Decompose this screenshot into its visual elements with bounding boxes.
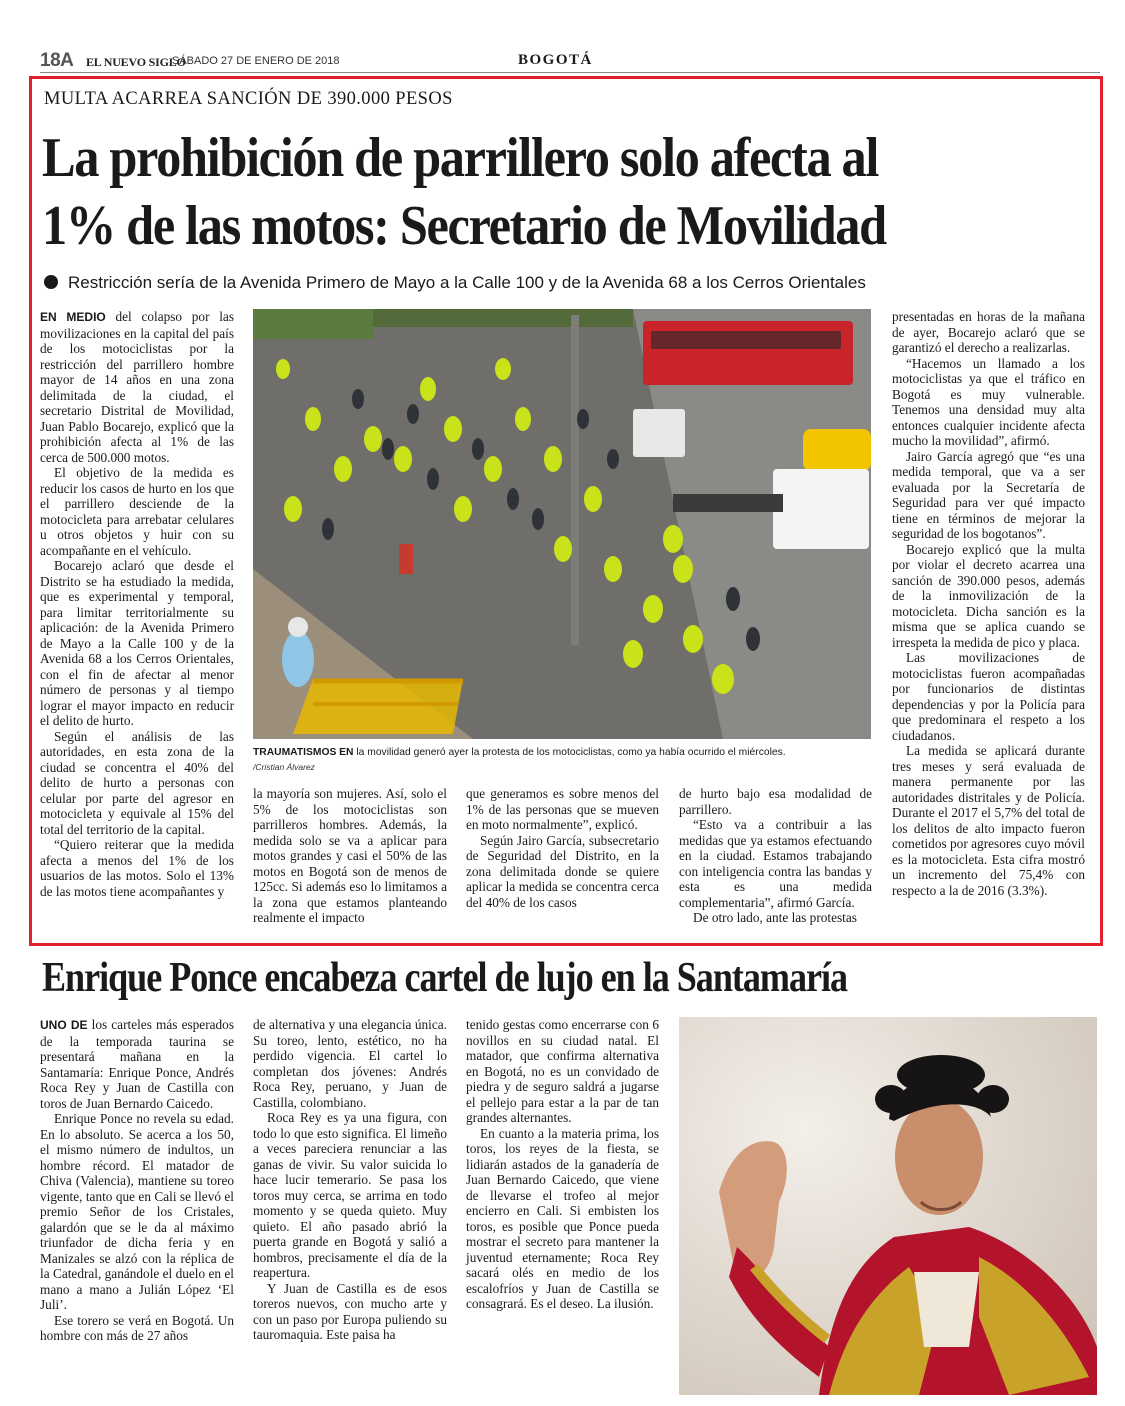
bullet-icon (44, 275, 58, 289)
photo-credit: /Cristian Álvarez (253, 762, 315, 772)
paragraph: tenido gestas como encerrarse con 6 novillos en su ciudad natal. El matador, que confirma alternativa en Bogotá, no es un convidado de piedra y de seguro saldrá a jugarse el pellejo para estar a la par de tan grandes alternantes. (466, 1017, 659, 1125)
article2-headline: Enrique Ponce encabeza cartel de lujo en la Santamaría (42, 955, 848, 1001)
paragraph: de hurto bajo esa modalidad de parrillero. (679, 786, 872, 817)
article1-column-4 (679, 786, 872, 926)
article-summary (44, 273, 866, 293)
article-kicker: MULTA ACARREA SANCIÓN DE 390.000 PESOS (44, 89, 453, 109)
protest-photo (253, 309, 871, 739)
paragraph: Las movilizaciones de motociclistas fueron acompañadas por funcionarios de distintas dependencias y por la Policía para que predominara el respeto a los ciudadanos. (892, 650, 1085, 743)
article1-column-1 (40, 309, 234, 899)
lead-in: UNO DE (40, 1018, 88, 1032)
article1-column-5 (892, 309, 1085, 898)
issue-date: SÁBADO 27 DE ENERO DE 2018 (172, 55, 340, 67)
paragraph: presentadas en horas de la mañana de ayer, Bocarejo aclaró que se garantizó el derecho a realizarlas. (892, 309, 1085, 355)
paragraph: Según Jairo García, subsecretario de Seguridad del Distrito, en la zona delimitada donde se quiere aplicar la medida se concentra cerca del 40% de los casos (466, 832, 659, 910)
article2-column-1 (40, 1017, 234, 1344)
paragraph: De otro lado, ante las protestas (693, 910, 857, 925)
article2-column-3 (466, 1017, 659, 1312)
folio-rule (40, 72, 1100, 73)
paragraph: Ese torero se verá en Bogotá. Un hombre con más de 27 años (40, 1312, 234, 1343)
paragraph: “Quiero reiterar que la medida afecta a menos del 1% de los usuarios de las motos. Solo el 13% de las motos tiene acompañantes y (40, 837, 234, 899)
paragraph: Jairo García agregó que “es una medida temporal, que va a ser evaluada por la Secretaría de Seguridad para ver qué impacto tiene en términos de mejorar la seguridad de los bogotanos”. (892, 448, 1085, 541)
paragraph: Bocarejo aclaró que desde el Distrito se ha estudiado la medida, que es experimental y temporal, para limitar territorialmente su aplicación: de la Avenida Primero de Mayo a la Calle 100 y de la Avenida 68 a los Cerros Orientales, con el fin de afectar al menor número de personas y al tiempo lograr el mayor impacto en reducir el delito de hurto. (40, 558, 234, 728)
paragraph: Enrique Ponce no revela su edad. En lo absoluto. Se acerca a los 50, el mismo número de indultos, un hombre récord. El matador de Chiva (Valencia), mantiene su toreo vigente, tanto que en Cali se llevó el premio Señor de los Cristales, galardón que se le da al máximo triunfador de dicha feria y en Manizales se alzó con la réplica de la Catedral, ganándole el duelo en el mano a mano a Julián López ‘El Juli’. (40, 1111, 234, 1312)
paragraph: Según el análisis de las autoridades, en esta zona de la ciudad se concentra el 40% del delito de hurto a personas con celular por parte del agresor en motocicleta y equivale al 15% del total del territorio de la capital. (40, 728, 234, 837)
photo-caption (253, 746, 873, 759)
paragraph: Roca Rey es ya una figura, con todo lo que esto significa. El limeño a veces pareciera renunciar a las ganas de vivir. Su valor suicida lo hace lucir temerario. Se pasa los toros muy cerca, se arrima en todo momento y se queda quieto. Muy quieto. El año pasado abrió la puerta grande en Bogotá y salió a hombros, precisamente el día de la reapertura. (253, 1110, 447, 1280)
paragraph: La medida se aplicará durante tres meses y será evaluada de manera permanente por las autoridades distritales y de Policía. Durante el 2017 el 5,7% del total de los delitos de alto impacto fueron cometidos por agresores cuyo móvil es la motocicleta. Esta cifra mostró un incremento del 75,4% con respecto a la de 2016 (3.3%). (892, 743, 1085, 898)
paragraph: Y Juan de Castilla es de esos toreros nuevos, con mucho arte y con un paso por Europa puliendo su tauromaquia. Este paisa ha (253, 1280, 447, 1342)
paragraph: la mayoría son mujeres. Así, solo el 5% de los motociclistas son parrilleros hombres. Además, la medida solo se va a aplicar para motos grandes y casi el 50% de las motos en Bogotá son de menos de 125cc. Si además eso lo limitamos a la zona que estamos planteando realmente el impacto (253, 786, 447, 925)
paragraph: “Hacemos un llamado a los motociclistas ya que el tráfico en Bogotá es muy vulnerable. Tenemos una densidad muy alta entonces cualquier incidente afecta mucho la movilidad”, afirmó. (892, 355, 1085, 448)
article2-column-2 (253, 1017, 447, 1343)
paragraph: En cuanto a la materia prima, los toros, los reyes de la fiesta, se lidiarán astados de la ganadería de Juan Bernardo Caicedo, que viene de llevarse el trofeo al mejor encierro en Cali. Si embisten los toros, es posible que Ponce pueda mostrar el secreto para mantener la juventud eternamente; Roca Rey sacará olés en medio de los escalofríos y Juan de Castilla se consagrará. Es el deseo. La ilusión. (466, 1125, 659, 1311)
section-name: BOGOTÁ (518, 52, 593, 68)
paragraph: que generamos es sobre menos del 1% de las personas que se mueven en moto normalmente”, explicó. (466, 786, 659, 832)
caption-lead: TRAUMATISMOS EN (253, 747, 354, 758)
headline-line-2: 1% de las motos: Secretario de Movilidad (42, 195, 886, 257)
paragraph: “Esto va a contribuir a las medidas que ya estamos efectuando en la ciudad. Estamos trabajando con inteligencia contra las bandas y esta es una medida complementaria”, afirmó García. (679, 817, 872, 910)
bullfighter-photo (679, 1017, 1097, 1395)
summary-text: Restricción sería de la Avenida Primero de Mayo a la Calle 100 y de la Avenida 68 a los Cerros Orientales (68, 273, 866, 292)
caption-text: la movilidad generó ayer la protesta de los motociclistas, como ya había ocurrido el miércoles. (353, 747, 786, 758)
page-number: 18A (40, 50, 74, 71)
article1-column-3 (466, 786, 659, 910)
paragraph: El objetivo de la medida es reducir los casos de hurto en los que el parrillero desciende de la motocicleta para arrebatar celulares u otros objetos y huir con su acompañante en el vehículo. (40, 465, 234, 558)
page-folio (40, 48, 1100, 74)
paragraph: EN MEDIO del colapso por las movilizaciones en la capital del país de los motociclistas por la restricción del parrillero hombre mayor de 14 años en una zona delimitada de la ciudad, el secretario Distrital de Movilidad, Juan Pablo Bocarejo, explicó que la prohibición afecta al 1% de las cerca de 500.000 motos. (40, 309, 235, 465)
lead-in: EN MEDIO (40, 310, 106, 324)
paragraph: Bocarejo explicó que la multa por violar el decreto acarrea una sanción de 390.000 pesos, además de la inmovilización de la motocicleta. Dicha sanción es la misma que se aplica cuando se irrespeta la medida de pico y placa. (892, 541, 1085, 650)
headline-line-1: La prohibición de parrillero solo afecta al (42, 127, 879, 189)
article-headline (42, 124, 978, 260)
paragraph: UNO DE los carteles más esperados de la temporada taurina se presentará mañana en la Santamaría: Enrique Ponce, Andrés Roca Rey y Juan de Castilla con toros de Juan Bernardo Caicedo. (40, 1017, 234, 1111)
paragraph: de alternativa y una elegancia única. Su toreo, lento, estético, no ha perdido vigencia. El cartel lo completan dos jóvenes: Andrés Roca Rey, peruano, y Juan de Castilla, colombiano. (253, 1017, 447, 1110)
newspaper-name: EL NUEVO SIGLO (86, 55, 186, 69)
article1-column-2 (253, 786, 447, 926)
